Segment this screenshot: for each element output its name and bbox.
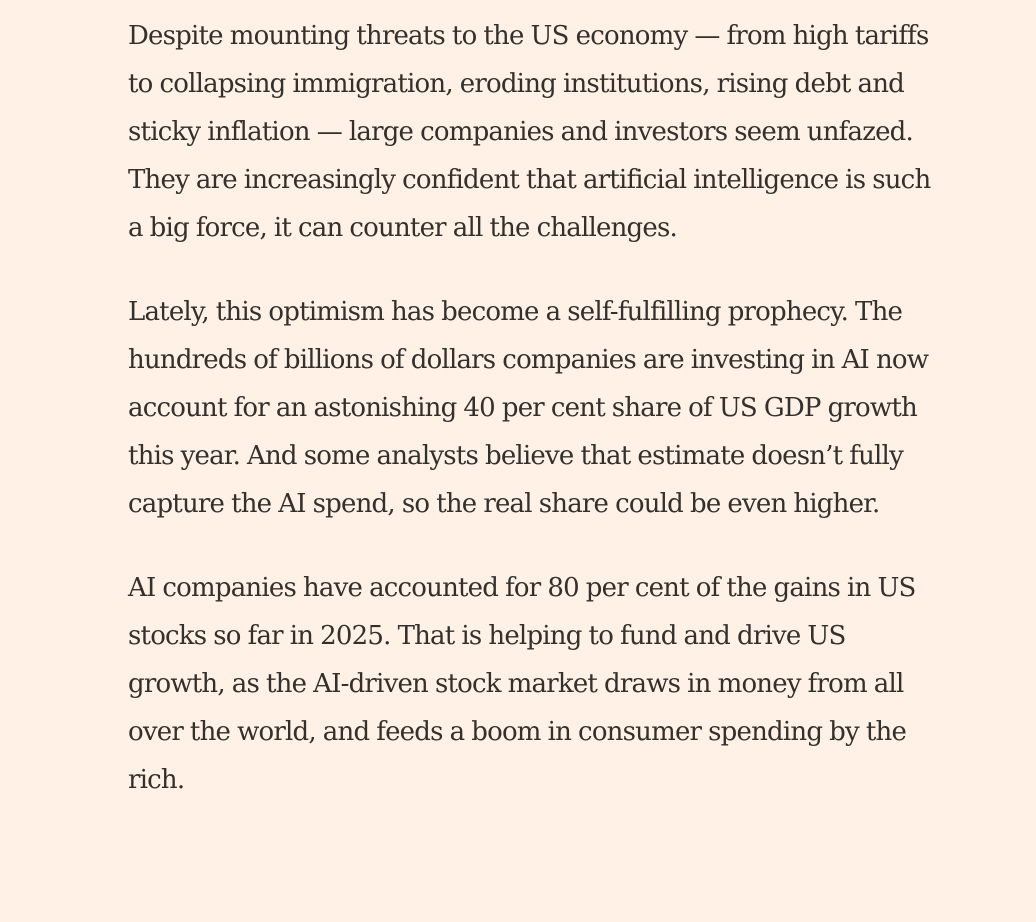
article-paragraph-1: Despite mounting threats to the US economy — from high tariffs to collapsing immigration, eroding institutions, rising debt and sticky inflation — large companies and investors seem unfazed. They are increasingly confident that artificial intelligence is such a big force, it can counter all the challenges. [128, 21, 931, 243]
article-paragraph-2: Lately, this optimism has become a self-fulfilling prophecy. The hundreds of billions of dollars companies are investing in AI now account for an astonishing 40 per cent share of US GDP growth this year. And some analysts believe that estimate doesn’t fully capture the AI spend, so the real share could be even higher. [128, 297, 929, 519]
article-paragraph-3: AI companies have accounted for 80 per cent of the gains in US stocks so far in 2025. That is helping to fund and drive US growth, as the AI-driven stock market draws in money from all over the world, and feeds a boom in consumer spending by the rich. [128, 573, 916, 795]
article-body [128, 12, 948, 804]
